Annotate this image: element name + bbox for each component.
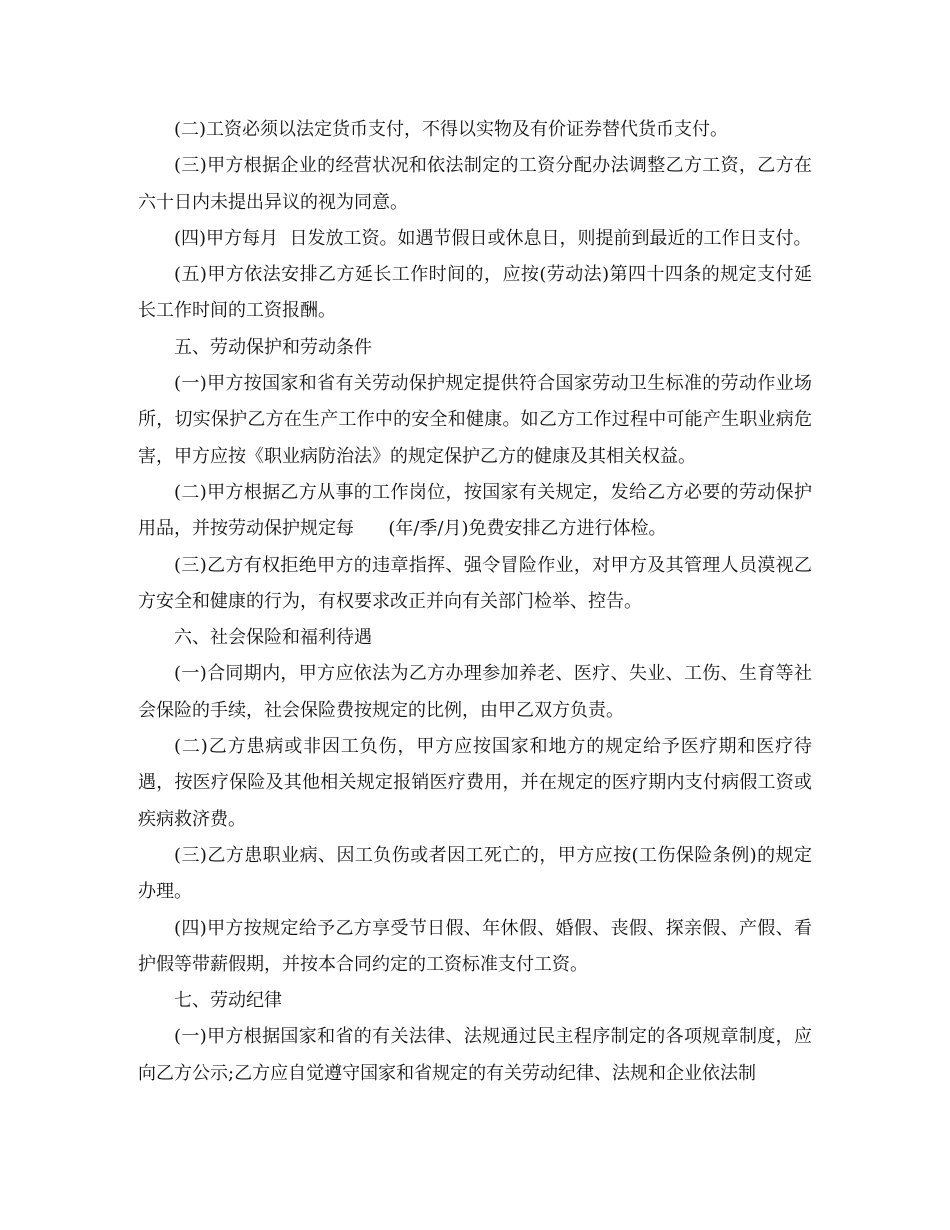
paragraph-payday: (四)甲方每月 日发放工资。如遇节假日或休息日，则提前到最近的工作日支付。 (174, 227, 812, 249)
paragraph-protective-equipment: (二)甲方根据乙方从事的工作岗位，按国家有关规定，发给乙方必要的劳动保护用品，并按劳动保护规定每 (年/季/月)免费安排乙方进行体检。 (138, 481, 812, 540)
paragraph-overtime-pay: (五)甲方依法安排乙方延长工作时间的，应按(劳动法)第四十四条的规定支付延长工作时间的工资报酬。 (138, 264, 812, 322)
paragraph-rules-disclosure: (一)甲方根据国家和省的有关法律、法规通过民主程序制定的各项规章制度，应向乙方公示;乙方应自觉遵守国家和省规定的有关劳动纪律、法规和企业依法制 (138, 1026, 812, 1084)
paragraph-right-to-refuse: (三)乙方有权拒绝甲方的违章指挥、强令冒险作业，对甲方及其管理人员漠视乙方安全和健康的行为，有权要求改正并向有关部门检举、控告。 (138, 554, 812, 612)
paragraph-workplace-safety: (一)甲方按国家和省有关劳动保护规定提供符合国家劳动卫生标准的劳动作业场所，切实保护乙方在生产工作中的安全和健康。如乙方工作过程中可能产生职业病危害，甲方应按《职业病防治法》的规定保护乙方的健康及其相关权益。 (138, 373, 812, 467)
paragraph-paid-leave: (四)甲方按规定给予乙方享受节日假、年休假、婚假、丧假、探亲假、产假、看护假等带薪假期，并按本合同约定的工资标准支付工资。 (138, 917, 812, 975)
paragraph-occupational-injury: (三)乙方患职业病、因工负伤或者因工死亡的，甲方应按(工伤保险条例)的规定办理。 (138, 844, 812, 903)
paragraph-wage-adjustment: (三)甲方根据企业的经营状况和依法制定的工资分配办法调整乙方工资，乙方在六十日内未提出异议的视为同意。 (138, 155, 812, 213)
section-heading-social-insurance: 六、社会保险和福利待遇 (174, 627, 372, 649)
paragraph-sick-leave: (二)乙方患病或非因工负伤，甲方应按国家和地方的规定给予医疗期和医疗待遇，按医疗保险及其他相关规定报销医疗费用，并在规定的医疗期内支付病假工资或疾病救济费。 (138, 736, 812, 830)
paragraph-insurance-enrollment: (一)合同期内，甲方应依法为乙方办理参加养老、医疗、失业、工伤、生育等社会保险的手续，社会保险费按规定的比例，由甲乙双方负责。 (138, 663, 812, 721)
section-heading-labor-protection: 五、劳动保护和劳动条件 (174, 336, 372, 358)
document-body (138, 112, 812, 1092)
section-heading-labor-discipline: 七、劳动纪律 (174, 990, 282, 1012)
paragraph-wage-currency: (二)工资必须以法定货币支付，不得以实物及有价证券替代货币支付。 (174, 119, 729, 140)
